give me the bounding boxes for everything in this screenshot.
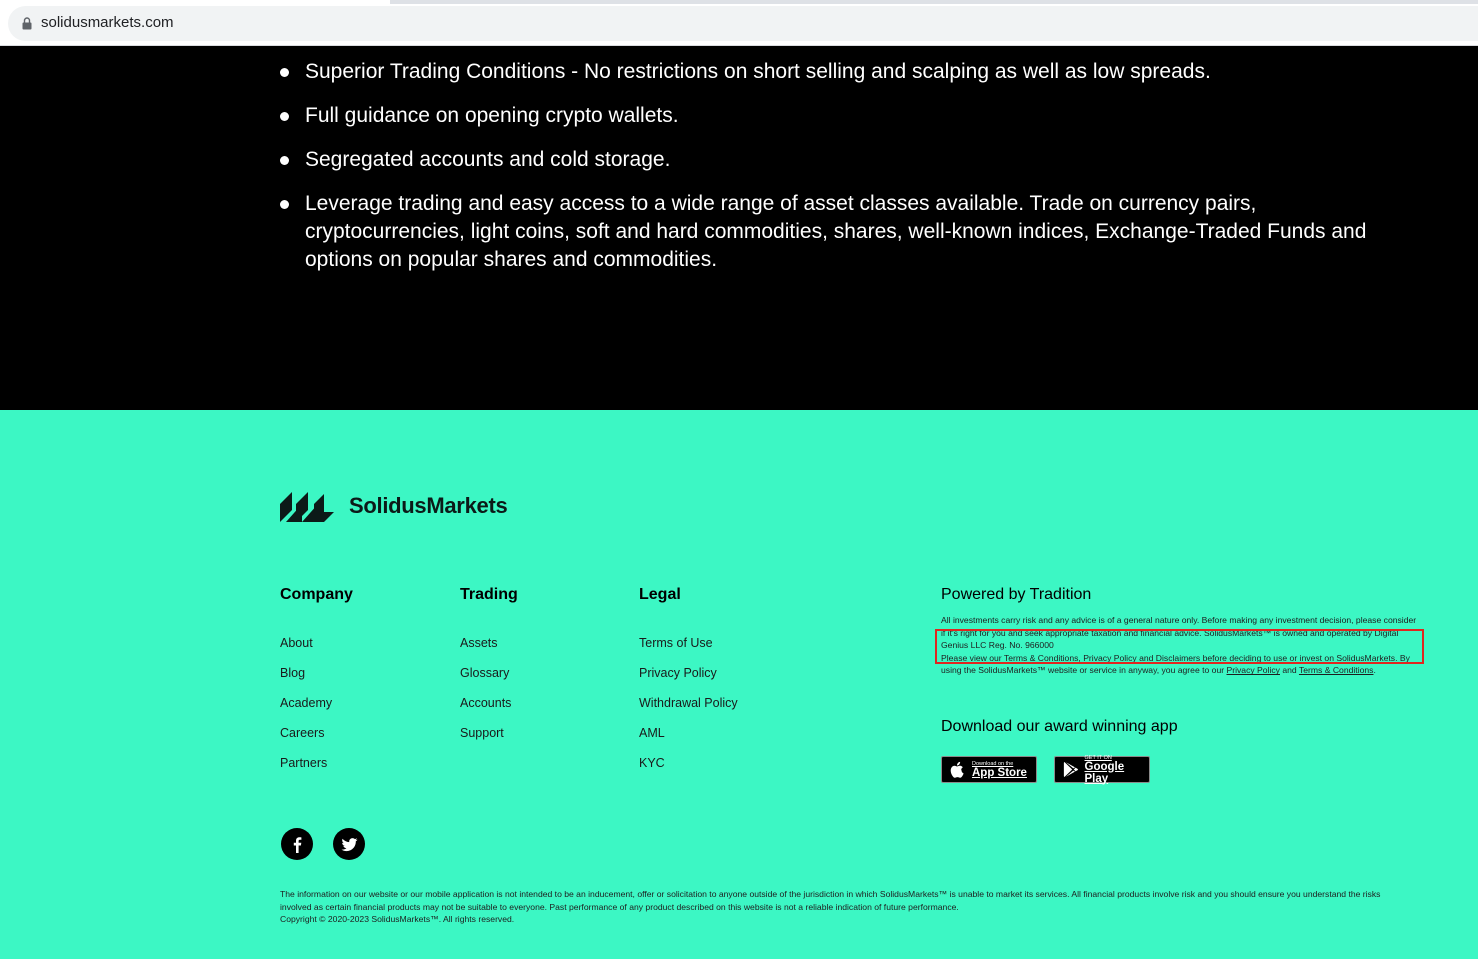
feature-item: Full guidance on opening crypto wallets. — [280, 102, 1410, 130]
google-play-small-text: GET IT ON — [1084, 754, 1112, 761]
disclaimer-period: . — [1373, 665, 1376, 676]
footer-link-terms-of-use[interactable]: Terms of Use — [639, 636, 713, 650]
google-play-icon — [1063, 761, 1079, 778]
footer-link-aml[interactable]: AML — [639, 726, 665, 740]
apple-icon — [950, 761, 966, 778]
privacy-link[interactable]: Privacy Policy — [1083, 652, 1137, 663]
footer-link-careers[interactable]: Careers — [280, 726, 325, 740]
footer-column-legal — [639, 586, 738, 785]
feature-item: Superior Trading Conditions - No restrictions on short selling and scalping as well as low spreads. — [280, 58, 1410, 86]
twitter-button[interactable] — [333, 828, 365, 860]
footer-column-trading — [460, 586, 518, 755]
solidus-logo-icon — [280, 490, 334, 522]
copyright-text: Copyright © 2020-2023 SolidusMarkets™. All rights reserved. — [280, 914, 515, 924]
footer-link-support[interactable]: Support — [460, 726, 504, 740]
footer-link-glossary[interactable]: Glossary — [460, 666, 510, 680]
brand-logo[interactable] — [280, 490, 507, 522]
app-store-button[interactable] — [941, 756, 1037, 783]
features-list — [280, 58, 1410, 290]
twitter-icon — [341, 836, 358, 853]
features-section — [0, 46, 1478, 410]
footer-link-blog[interactable]: Blog — [280, 666, 306, 680]
powered-title: Powered by Tradition — [941, 586, 1092, 603]
footer-link-accounts[interactable]: Accounts — [460, 696, 512, 710]
active-tab[interactable] — [0, 0, 390, 4]
facebook-button[interactable] — [281, 828, 313, 860]
url-text[interactable]: solidusmarkets.com — [41, 14, 174, 31]
annotation-highlight-box — [935, 629, 1424, 664]
browser-toolbar — [0, 0, 1478, 46]
download-title: Download our award winning app — [941, 718, 1178, 735]
disclaimer-part2: Please view our — [941, 652, 1002, 663]
footer-link-withdrawal-policy[interactable]: Withdrawal Policy — [639, 696, 738, 710]
disclaimer-and: and — [1282, 665, 1297, 676]
column-title: Legal — [639, 586, 681, 603]
column-title: Trading — [460, 586, 518, 603]
disclaimer-part1: All investments carry risk and any advice is of a general nature only. Before making any investment decision, please consider if it's right for you and seek appropriate taxation and financial advice. SolidusMarkets™ is owned and operated by Digital Genius LLC Reg. No. 966000 — [941, 615, 1417, 651]
legal-disclaimer — [280, 888, 1410, 926]
footer-link-about[interactable]: About — [280, 636, 313, 650]
footer-link-privacy-policy[interactable]: Privacy Policy — [639, 666, 717, 680]
brand-name: SolidusMarkets — [349, 493, 508, 518]
disclaimer-part3: and Disclaimers before deciding to use or invest on SolidusMarkets. By using the SolidusMarkets™ website or service in anyway, you agree to our — [941, 652, 1410, 676]
app-store-small-text: Download on the — [972, 760, 1014, 767]
terms-link[interactable]: Terms & Conditions — [1003, 652, 1079, 663]
address-bar[interactable] — [8, 6, 1478, 41]
disclaimer-comma: , — [1078, 652, 1081, 663]
feature-item: Leverage trading and easy access to a wide range of asset classes available. Trade on currency pairs, cryptocurrencies, light coins, soft and hard commodities, shares, well-known indices, Exchange-Traded Funds and options on popular shares and commodities. — [280, 190, 1410, 274]
footer-link-assets[interactable]: Assets — [460, 636, 498, 650]
legal-disclaimer-text: The information on our website or our mobile application is not intended to be an inducement, offer or solicitation to anyone outside of the jurisdiction in which SolidusMarkets™ is unable to market its services. All financial products involve risk and you should ensure you understand the risks involved as certain financial products may not be suitable to everyone. Past performance of any product described on this website is not a reliable indication of future performance. — [280, 889, 1381, 912]
terms-link-2[interactable]: Terms & Conditions — [1298, 665, 1374, 676]
tab-strip — [0, 0, 1478, 4]
column-title: Company — [280, 586, 353, 603]
footer-column-company — [280, 586, 353, 785]
footer-link-partners[interactable]: Partners — [280, 756, 328, 770]
google-play-big-text: Google Play — [1084, 760, 1125, 785]
lock-icon[interactable] — [22, 17, 32, 30]
app-store-big-text: App Store — [972, 766, 1027, 779]
footer-link-academy[interactable]: Academy — [280, 696, 333, 710]
footer-link-kyc[interactable]: KYC — [639, 756, 665, 770]
privacy-link-2[interactable]: Privacy Policy — [1226, 665, 1280, 676]
facebook-icon — [289, 836, 306, 853]
site-footer — [0, 410, 1478, 959]
google-play-button[interactable] — [1054, 756, 1150, 783]
feature-item: Segregated accounts and cold storage. — [280, 146, 1410, 174]
